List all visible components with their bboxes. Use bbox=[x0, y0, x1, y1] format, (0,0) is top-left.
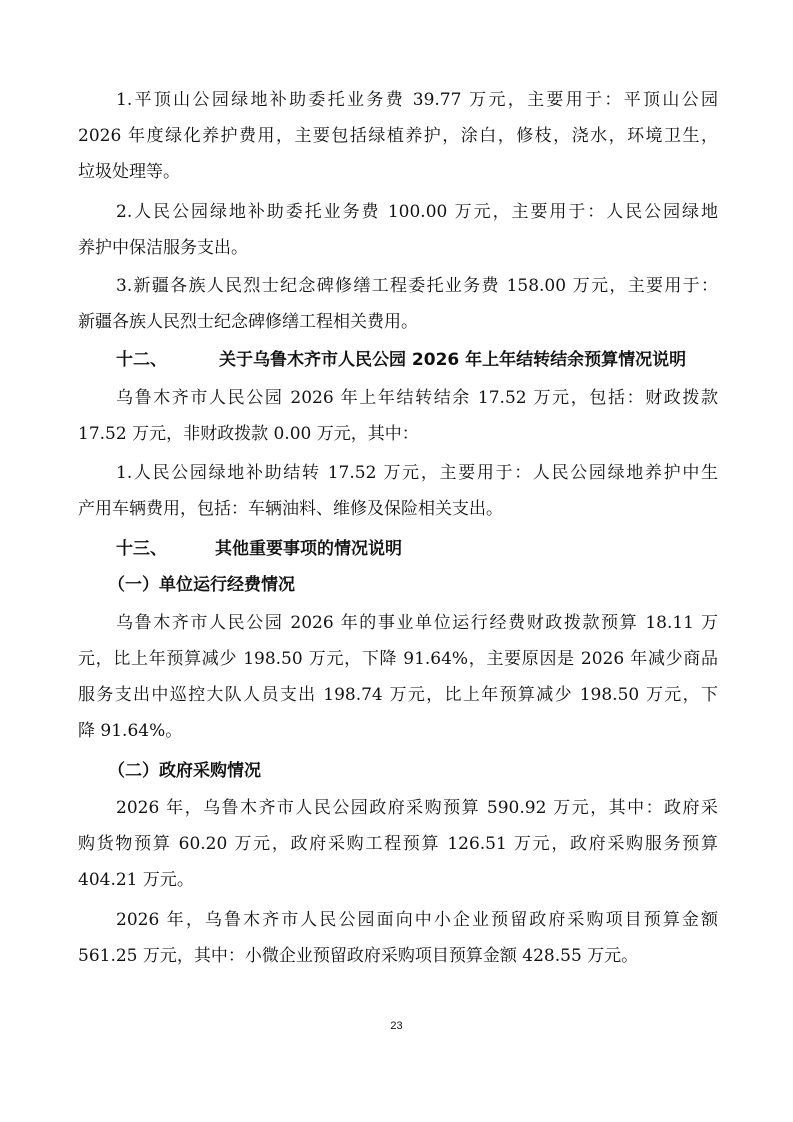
paragraph-8-line-1: 2026 年，乌鲁木齐市人民公园面向中小企业预留政府采购项目预算金额 bbox=[116, 910, 718, 930]
section-number: 十三、 bbox=[116, 539, 167, 559]
paragraph-7-line-2: 购货物预算 60.20 万元，政府采购工程预算 126.51 万元，政府采购服务预算 bbox=[78, 834, 718, 854]
paragraph-1-line-2: 2026 年度绿化养护费用，主要包括绿植养护，涂白，修枝，浇水，环境卫生， bbox=[78, 126, 718, 146]
paragraph-5-line-1: 1.人民公园绿地补助结转 17.52 万元，主要用于：人民公园绿地养护中生 bbox=[116, 463, 718, 483]
paragraph-7-line-3: 404.21 万元。 bbox=[78, 870, 194, 890]
section-title: 其他重要事项的情况说明 bbox=[215, 539, 402, 559]
paragraph-1-line-3: 垃圾处理等。 bbox=[78, 162, 180, 182]
paragraph-3-line-1: 3.新疆各族人民烈士纪念碑修缮工程委托业务费 158.00 万元，主要用于： bbox=[116, 276, 718, 296]
paragraph-4-line-2: 17.52 万元，非财政拨款 0.00 万元，其中： bbox=[78, 424, 419, 444]
paragraph-7-line-1: 2026 年，乌鲁木齐市人民公园政府采购预算 590.92 万元，其中：政府采 bbox=[116, 798, 718, 818]
page-number: 23 bbox=[390, 1020, 403, 1032]
paragraph-6-line-2: 元，比上年预算减少 198.50 万元，下降 91.64%，主要原因是 2026 年减少商品 bbox=[78, 649, 718, 669]
paragraph-6-line-1: 乌鲁木齐市人民公园 2026 年的事业单位运行经费财政拨款预算 18.11 万 bbox=[116, 613, 718, 633]
paragraph-3-line-2: 新疆各族人民烈士纪念碑修缮工程相关费用。 bbox=[78, 312, 418, 332]
paragraph-5-line-2: 产用车辆费用，包括：车辆油料、维修及保险相关支出。 bbox=[78, 499, 503, 519]
section-number: 十二、 bbox=[116, 350, 167, 370]
paragraph-2-line-1: 2.人民公园绿地补助委托业务费 100.00 万元，主要用于：人民公园绿地 bbox=[116, 202, 718, 222]
section-title: 关于乌鲁木齐市人民公园 2026 年上年结转结余预算情况说明 bbox=[219, 350, 687, 370]
section-heading-12 bbox=[116, 342, 718, 378]
paragraph-1-line-1: 1.平顶山公园绿地补助委托业务费 39.77 万元，主要用于：平顶山公园 bbox=[116, 90, 718, 110]
section-heading-13 bbox=[116, 531, 718, 567]
subsection-heading-2: （二）政府采购情况 bbox=[108, 761, 261, 781]
paragraph-2-line-2: 养护中保洁服务支出。 bbox=[78, 238, 248, 258]
paragraph-6-line-4: 降 91.64%。 bbox=[78, 721, 183, 741]
paragraph-8-line-2: 561.25 万元，其中：小微企业预留政府采购项目预算金额 428.55 万元。 bbox=[78, 946, 639, 966]
subsection-heading-1: （一）单位运行经费情况 bbox=[108, 575, 295, 595]
paragraph-6-line-3: 服务支出中巡控大队人员支出 198.74 万元，比上年预算减少 198.50 万元，下 bbox=[78, 685, 718, 705]
paragraph-4-line-1: 乌鲁木齐市人民公园 2026 年上年结转结余 17.52 万元，包括：财政拨款 bbox=[116, 388, 718, 408]
